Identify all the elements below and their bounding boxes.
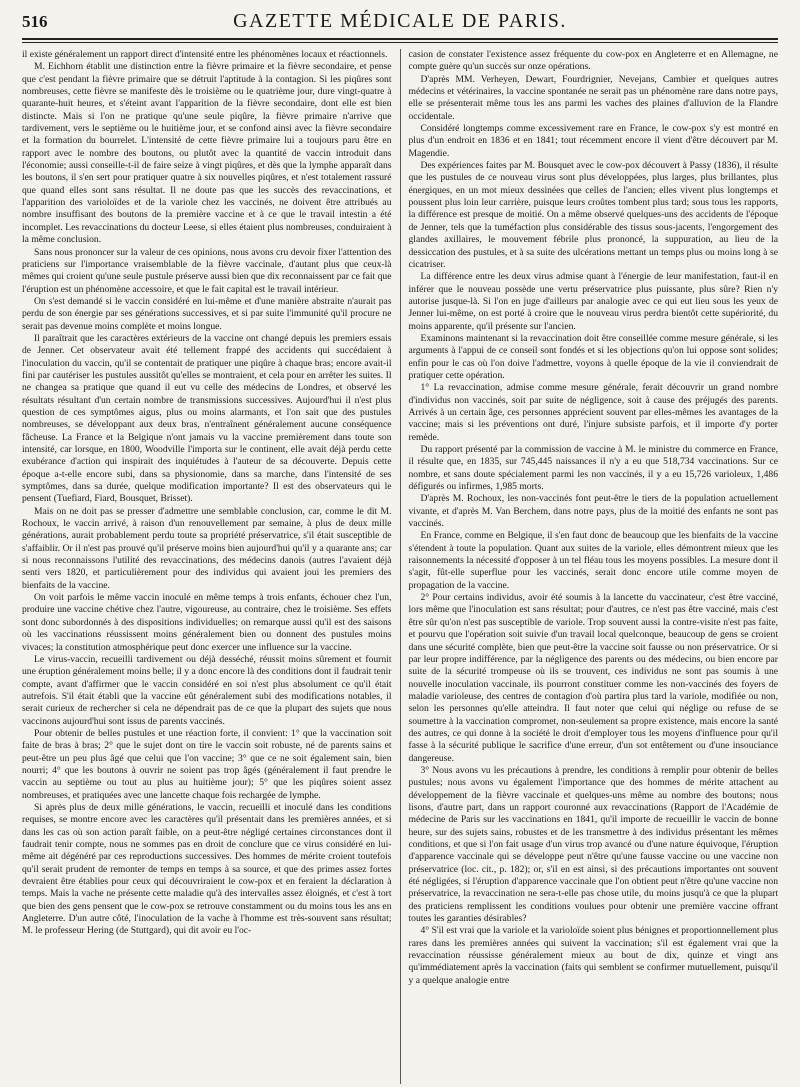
article-columns	[22, 49, 778, 1084]
paragraph: Des expériences faites par M. Bousquet avec le cow-pox découvert à Passy (1836), il résulte que les pustules de ce nouveau virus sont plus développées, plus larges, plus brillantes, plus énergiques, en un mot mieux dessinées que celles de l'ancien; elles vivent plus longtemps et poussent plus loin leur carrière, puisque leurs croûtes tombent plus tard; sous tous les rapports, la différence est presque de moitié. On a même observé quelques-uns des accidents de l'époque de Jenner, tels que la tuméfaction plus considérable des tissus sous-jacents, l'engorgement des glandes axillaires, le mouvement fébrile plus prononcé, la suppuration, au lieu de la dessiccation des pustules, et à sa suite des ulcérations mettant un temps plus ou moins long à se cicatriser.	[408, 160, 778, 270]
paragraph: Si après plus de deux mille générations, le vaccin, recueilli et inoculé dans les conditions requises, se montre encore avec les caractères qu'il présentait dans les premières années, et si dans les cas où son action paraît faible, on a peut-être négligé certaines circonstances dont il faudrait tenir compte, nous ne sommes pas en droit de conclure que ce virus considéré en lui-même ait dégénéré par ces reproductions successives. Des hommes de mérite croient toutefois qu'il serait prudent de remonter de temps en temps à sa source, et que des primes assez fortes devraient être établies pour ceux qui découvriraient le cow-pox et en feraient la déclaration à temps. Mais la vache ne présente cette maladie qu'à des intervalles assez éloignés, et c'est à tort que bien des gens pensent que le cow-pox se retrouve constamment ou du moins tous les ans en Angleterre. D'un autre côté, l'inoculation de la vache à l'homme est très-souvent sans résultat; M. le professeur Hering (de Stuttgard), qui dit avoir eu l'oc-	[22, 801, 392, 937]
paragraph: D'après M. Rochoux, les non-vaccinés font peut-être le tiers de la population actuellement vivante, et d'après M. Van Berchem, dans notre pays, plus de la moitié des enfants ne sont pas vaccinés.	[408, 493, 778, 530]
paragraph: En France, comme en Belgique, il s'en faut donc de beaucoup que les bienfaits de la vaccine s'étendent à toute la population. Quant aux suites de la variole, elles démontrent mieux que les raisonnements la nécessité d'opposer à un tel fléau tous les moyens possibles. La mesure dont il s'agit, fût-elle superflue pour les vaccinés, serait donc encore utile comme moyen de propagation de la vaccine.	[408, 530, 778, 591]
paragraph: casion de constater l'existence assez fréquente du cow-pox en Angleterre et en Allemagne, ne compte guère qu'un succès sur onze opérations.	[408, 49, 778, 73]
page-header	[22, 10, 778, 36]
paragraph: On s'est demandé si le vaccin considéré en lui-même et d'une manière abstraite n'aurait pas perdu de son énergie par ses générations successives, et si par suite l'immunité qu'il procure ne serait pas devenue moins complète et moins longue.	[22, 295, 392, 332]
paragraph: il existe généralement un rapport direct d'intensité entre les phénomènes locaux et réactionnels.	[22, 49, 388, 60]
paragraph: Pour obtenir de belles pustules et une réaction forte, il convient: 1° que la vaccination soit faite de bras à bras; 2° que le sujet dont on tire le vaccin soit robuste, né de parents sains et peut-être un peu plus âgé que celui que l'on vaccine; 3° que ce ne soit également sain, bien nourri; 4° que les boutons à ouvrir ne soient pas trop âgés (généralement il faut prendre le vaccin au septième ou tout au plus au huitième jour); 5° que les piqûres soient assez nombreuses, et pratiquées avec une lancette chaque fois rechargée de lymphe.	[22, 727, 392, 801]
paragraph: Sans nous prononcer sur la valeur de ces opinions, nous avons cru devoir fixer l'attention des praticiens sur l'importance vraisemblable de la fièvre vaccinale, d'autant plus que ceux-là mêmes qui croient qu'une seule pustule préserve aussi bien que dix reconnaissent par ce fait que l'éruption est un phénomène accessoire, et que le fait capital est le travail intérieur.	[22, 246, 392, 295]
left-column	[22, 49, 400, 1084]
paragraph: D'après MM. Verheyen, Dewart, Fourdrignier, Nevejans, Cambier et quelques autres médecins et vétérinaires, la vaccine spontanée ne serait pas un phénomène rare dans notre pays, elle se présenterait même tous les ans parmi les vaches des plaines d'alluvion de la Flandre occidentale.	[408, 73, 778, 122]
paragraph: La différence entre les deux virus admise quant à l'énergie de leur manifestation, faut-il en inférer que le nouveau possède une vertu préservatrice plus puissante, plus sûre? Rien n'y autorise jusque-là. Si l'on en juge d'ailleurs par analogie avec ce qui eut lieu sous les yeux de Jenner lui-même, on est porté à croire que le nouveau virus perdra bientôt cette supériorité, du moins apparente, qu'il présente sur l'ancien.	[408, 271, 778, 332]
paragraph: M. Eichhorn établit une distinction entre la fièvre primaire et la fièvre secondaire, et pense que c'est pendant la fièvre primaire que se détruit l'aptitude à la contagion. Si les piqûres sont nombreuses, cette fièvre se manifeste dès le troisième ou le quatrième jour, dure vingt-quatre à quarante-huit heures, et s'éteint avant l'apparition de la fièvre secondaire, dont elle est bien distincte. Mais si l'on ne pratique qu'une seule piqûre, la fièvre primaire n'arrive que tardivement, vers le septième ou le huitième jour, et se confond ainsi avec la fièvre secondaire et la formation du bourrelet. L'intensité de cette fièvre primaire lui a toujours paru être en rapport avec le nombre des boutons, ou plutôt avec la quantité de vaccin introduit dans l'économie; aussi conseille-t-il de faire seize à vingt piqûres, et dès que la lymphe apparaît dans les boutons, il s'en sert pour pratiquer quatre à six nouvelles piqûres, et n'est totalement rassuré que quand elles sont sans résultat. Il ne doute pas que les succès des revaccinations, et l'apparition des varioloïdes et de la variole chez les vaccinés, ne doivent être attribués au nombre insuffisant des boutons de la première vaccine et à ce que le travail intestin a été incomplet. Les revaccinations du docteur Leese, si elles étaient plus nombreuses, conduiraient à la même conclusion.	[22, 61, 392, 246]
paragraph: Du rapport présenté par la commission de vaccine à M. le ministre du commerce en France, il résulte que, en 1835, sur 745,445 naissances il n'y a eu que 518,734 vaccinations. Sur ce nombre, et sans doute spécialement parmi les non vaccinés, il y a eu 15,726 varioleux, 1,486 défigurés ou infirmes, 1,985 morts.	[408, 444, 778, 493]
paragraph: On voit parfois le même vaccin inoculé en même temps à trois enfants, échouer chez l'un, produire une vaccine chétive chez l'autre, vigoureuse, au contraire, chez le troisième. Ses effets sont donc subordonnés à des dispositions individuelles; on remarque aussi qu'il est des saisons où les vaccinations réussissent moins généralement bien ou donnent des pustules moins vivaces; la constitution atmosphérique peut donc exercer une influence sur la vaccine.	[22, 592, 392, 653]
paragraph: Considéré longtemps comme excessivement rare en France, le cow-pox s'y est montré en plus d'un endroit en 1836 et en 1841; tout récemment encore il vient d'être découvert par M. Magendie.	[408, 123, 778, 159]
paragraph: Le virus-vaccin, recueilli tardivement ou déjà desséché, réussit moins sûrement et fournit une éruption généralement moins belle; il y a donc encore là des conditions dont il faudrait tenir compte, avant d'affirmer que le vaccin considéré en soi n'est plus absolument ce qu'il était autrefois. S'il était établi que la vaccine eût généralement subi des modifications notables, il serait curieux de rechercher si cela ne dépendrait pas de ce que la plupart des sujets que nous vaccinons aujourd'hui sont issus de parents vaccinés.	[22, 653, 392, 727]
paragraph: Examinons maintenant si la revaccination doit être conseillée comme mesure générale, si les arguments à l'appui de ce conseil sont fondés et si les objections qu'on lui oppose sont solides; enfin pour le cas où l'on doive l'admettre, voyons à quelle époque de la vie il conviendrait de pratiquer cette opération.	[408, 332, 778, 381]
page-number: 516	[22, 12, 48, 31]
right-column	[401, 49, 779, 1084]
journal-title: GAZETTE MÉDICALE DE PARIS.	[233, 10, 567, 32]
paragraph: 1° La revaccination, admise comme mesure générale, ferait découvrir un grand nombre d'individus non vaccinés, soit par suite de négligence, soit à cause des préjugés des parents. Arrivés à un certain âge, ces personnes apprécient souvent par elles-mêmes les avantages de la vaccine; mais si les préventions ont duré, l'injure subsiste parfois, et il importe d'y porter remède.	[408, 382, 778, 443]
paragraph: Il paraîtrait que les caractères extérieurs de la vaccine ont changé depuis les premiers essais de Jenner. Cet observateur avait été tellement frappé des accidents qui succédaient à l'inoculation du vaccin, qu'il se contentait de pratiquer une piqûre à chaque bras; encore avait-il fini par cautériser les pustules aussitôt qu'elles se montraient, et cela pour en arrêter les suites. Il ne changea sa pratique que quand il eut vu celle des médecins de Londres, et observé les résultats résultant d'un certain nombre de transmissions successives. Aujourd'hui il n'est plus question de ces symptômes aigus, plus ou moins alarmants, et l'on sait que des pustules nombreuses, se développant aux deux bras, n'entraînent généralement aucune conséquence fâcheuse. La France et la Belgique n'ont jamais vu la vaccine premièrement dans toute son intensité, car lorsque, en 1800, Woodville l'importa sur le continent, elle avait déjà perdu cette exubérance d'action qui inspirait des inquiétudes à l'auteur de sa découverte. Depuis cette époque a-t-elle encore subi, dans sa physionomie, dans sa marche, dans l'intensité de ses symptômes, dans sa durée, quelque modification importante? Il est des observateurs qui le pensent (Tuefiard, Fiard, Bousquet, Brisset).	[22, 332, 392, 505]
header-rule	[22, 38, 778, 43]
paragraph: 2° Pour certains individus, avoir été soumis à la lancette du vaccinateur, c'est être vacciné, lors même que l'inoculation est sans résultat; pour d'autres, ce n'est pas être vacciné, mais c'est être sûr qu'on n'est pas susceptible de variole. Trop souvent aussi la contre-visite n'est pas faite, et pourvu que l'opération soit suivie d'un travail local quelconque, beaucoup de gens se croient dans une sécurité complète, bien que peut-être la vaccine soit fausse ou non préservatrice. Or si par leur propre indifférence, par la négligence des parents ou des médecins, ou bien encore par suite de la sécurité trompeuse où ils se trouvent, ces individus ne sont pas soumis à une nouvelle inoculation vaccinale, ils pourront constituer comme les non-vaccinés des foyers de maladie varioleuse, des centres de contagion d'où partira plus tard la variole, modifiée ou non, selon les personnes qu'elle atteindra. Il faut noter que celui qui néglige ou refuse de se soumettre à la vaccination compromet, non-seulement sa propre existence, mais encore la santé des autres, ce qui donne à la société le droit d'employer tous les moyens d'influence pour qu'il fasse à la sécurité publique le sacrifice d'une erreur, d'un sot entêtement ou d'une insouciance dangereuse.	[408, 592, 778, 764]
paragraph: 4° S'il est vrai que la variole et la varioloïde soient plus bénignes et proportionnellement plus rares dans les premières années qui suivent la vaccination; s'il est également vrai que la revaccination réussisse généralement mieux au bout de dix, quinze et vingt ans qu'immédiatement après la vaccination (faits qui semblent se confirmer mutuellement, puisqu'il y a quelque analogie entre	[408, 925, 778, 986]
paragraph: Mais on ne doit pas se presser d'admettre une semblable conclusion, car, comme le dit M. Rochoux, le vaccin arrivé, à raison d'un renouvellement par semaine, à plus de deux mille générations, aurait probablement perdu toute sa propriété préservatrice, s'il était susceptible de s'affaiblir. Or il n'est pas prouvé qu'il préserve moins bien aujourd'hui qu'il y a quarante ans; car si nous reconnaissons l'utilité des revaccinations, des médecins danois (autres l'avaient déjà senti vers 1820, et particulièrement pour des individus qui avaient joui les premiers des bienfaits de la vaccine.	[22, 505, 392, 591]
paragraph: 3° Nous avons vu les précautions à prendre, les conditions à remplir pour obtenir de belles pustules; nous avons vu également l'importance que des hommes de mérite attachent au développement de la fièvre vaccinale et quelques-uns même au nombre des boutons; nous lisons, d'autre part, dans un rapport couronné aux revaccinations (Rapport de l'Académie de médecine de Paris sur les vaccinations en 1841, qu'il importe de recueillir le vaccin de bonne heure, sur des sujets sains, robustes et de les transmettre à des individus présentant les mêmes conditions, et que si l'on fait usage d'un virus trop avancé ou d'une nature équivoque, l'éruption d'apparence vaccinale qui se développe peut n'être qu'une fausse vaccine ou une vaccine non préservatrice (loc. cit., p. 182); or, s'il en est ainsi, si des précautions importantes ont souvent été négligées, si l'éruption d'apparence vaccinale que l'on obtient peut n'être qu'une vaccine non préservatrice, la revaccination ne sera-t-elle pas chose utile, du moins jusqu'à ce que la plupart des praticiens remplissent les conditions voulues pour obtenir une première vaccine offrant toutes les garanties désirables?	[408, 764, 778, 925]
